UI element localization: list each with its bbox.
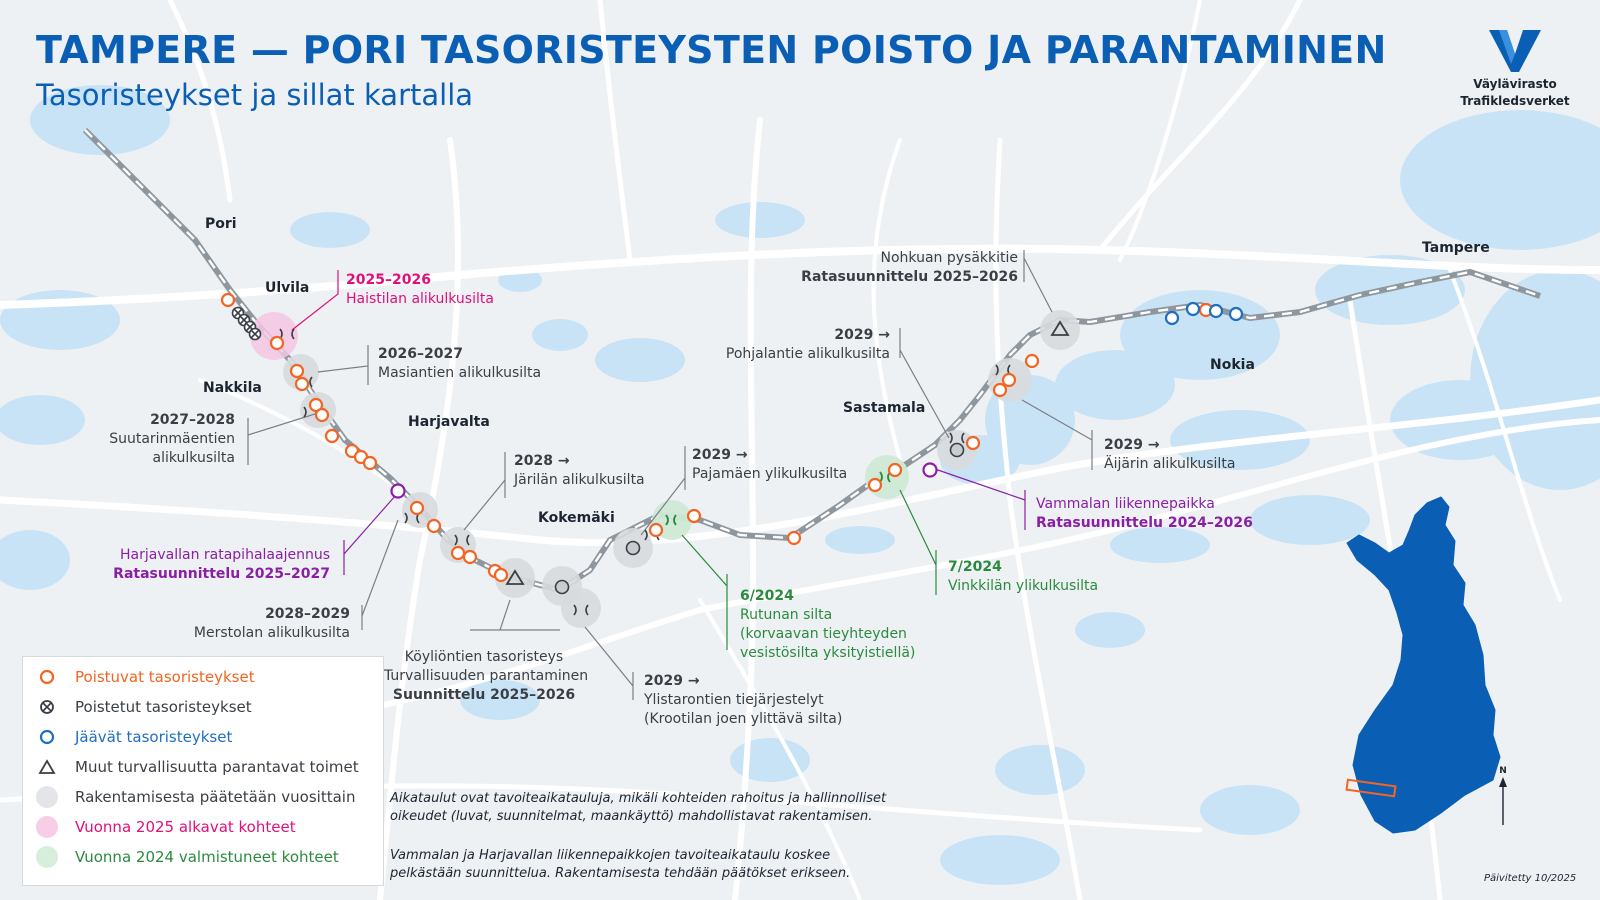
orange-crossing (1026, 355, 1038, 367)
orange-crossing (364, 457, 376, 469)
callout-year: 2029 → (644, 673, 700, 689)
town-label-tampere: Tampere (1422, 240, 1490, 256)
vaylavirasto-logo (1455, 28, 1575, 110)
orange-crossing (650, 524, 662, 536)
callout-name: Vinkkilän ylikulkusilta (948, 578, 1099, 594)
legend-item-yearly-decision (35, 785, 355, 809)
legend-label: Jäävät tasoristeykset (75, 728, 233, 746)
callout-pohjalantie (700, 326, 890, 364)
pink-disc-icon (35, 815, 59, 839)
green-disc-icon (35, 845, 59, 869)
vammala-station-marker (924, 464, 937, 477)
callout-masiantie (378, 345, 541, 383)
callout-year: 2025–2026 (346, 272, 431, 288)
callout-year: 2029 → (692, 447, 748, 463)
callout-aijari (1104, 436, 1235, 474)
callout-year: 2028–2029 (265, 606, 350, 622)
map-legend (22, 656, 384, 886)
orange-crossing (296, 378, 308, 390)
orange-crossing (291, 365, 303, 377)
legend-item-2024-completed (35, 845, 339, 869)
callout-name: Harjavallan ratapihalaajennus (120, 547, 330, 563)
nohkua-highlight (1040, 310, 1080, 350)
pohjalantie-grey-crossing (951, 444, 964, 457)
callout-name: Pohjalantie alikulkusilta (725, 346, 890, 362)
town-label-nakkila: Nakkila (203, 380, 262, 396)
callout-jarila (514, 452, 645, 490)
logo-text-sv: Trafikledsverket (1460, 94, 1570, 108)
callout-merstola (150, 605, 350, 643)
callout-haistila (346, 271, 494, 309)
blue-crossing (1210, 305, 1222, 317)
pajamaki-grey-crossing (627, 542, 640, 555)
callout-name: Ylistarontien tiejärjestelyt (644, 692, 824, 708)
callout-rutuna (740, 587, 915, 663)
legend-label: Poistuvat tasoristeykset (75, 668, 255, 686)
orange-crossing (688, 510, 700, 522)
logo-text-fi: Väylävirasto (1473, 77, 1557, 91)
note-line: Vammalan ja Harjavallan liikennepaikkojen tavoiteaikataulu koskee (390, 848, 831, 863)
callout-name: Masiantien alikulkusilta (378, 365, 542, 381)
orange-crossing (1003, 374, 1015, 386)
town-label-kokemaki: Kokemäki (538, 510, 615, 526)
callout-year: 2029 → (834, 327, 890, 343)
blue-crossing (1166, 312, 1178, 324)
page-title: TAMPERE — PORI TASORISTEYSTEN POISTO JA PARANTAMINEN (36, 28, 1387, 72)
callout-harjavalta-yard (90, 546, 330, 584)
kokemaki-grey-crossing (556, 581, 569, 594)
blue-ring-icon (35, 725, 59, 749)
legend-label: Rakentamisesta päätetään vuosittain (75, 788, 356, 806)
legend-label: Poistetut tasoristeykset (75, 698, 252, 716)
callout-year: 2026–2027 (378, 346, 463, 362)
finland-outline (1345, 495, 1585, 865)
finland-inset-map (1345, 495, 1585, 865)
town-label-pori: Pori (205, 216, 237, 232)
callout-phase: Ratasuunnittelu 2025–2027 (113, 566, 330, 582)
updated-date: Päivitetty 10/2025 (1484, 873, 1577, 884)
callout-suutarinmaki (95, 411, 235, 468)
orange-crossing (452, 547, 464, 559)
callout-phase: Ratasuunnittelu 2025–2026 (801, 269, 1018, 285)
note-line: pelkästään suunnittelua. Rakentamisesta tehdään päätökset erikseen. (390, 866, 851, 881)
callout-name: Järilän alikulkusilta (514, 472, 645, 488)
orange-crossing (464, 551, 476, 563)
vinkkila-highlight (865, 455, 909, 499)
schedule-note (390, 790, 886, 826)
town-label-ulvila: Ulvila (265, 280, 310, 296)
orange-crossing (889, 464, 901, 476)
orange-crossing (788, 532, 800, 544)
callout-vinkkila (948, 558, 1098, 596)
callout-year: 6/2024 (740, 588, 794, 604)
grey-disc-icon (35, 785, 59, 809)
callout-name: Haistilan alikulkusilta (346, 291, 494, 307)
orange-crossing (326, 430, 338, 442)
callout-year: 7/2024 (948, 559, 1002, 575)
callout-year: 2028 → (514, 453, 570, 469)
callout-name: Nohkuan pysäkkitie (880, 250, 1018, 266)
orange-ring-icon (35, 665, 59, 689)
callout-year: 2029 → (1104, 437, 1160, 453)
callout-nohkua (800, 249, 1018, 287)
ylistaro-highlight (561, 588, 601, 628)
removed-crossing-4 (250, 329, 261, 340)
triangle-icon (35, 755, 59, 779)
orange-crossing (869, 479, 881, 491)
legend-item-removed (35, 695, 252, 719)
orange-crossing (994, 384, 1006, 396)
callout-kolionties (384, 648, 589, 705)
page-subtitle: Tasoristeykset ja sillat kartalla (36, 78, 474, 112)
legend-label: Vuonna 2025 alkavat kohteet (75, 818, 296, 836)
callout-ylistaro (644, 672, 842, 729)
callout-name: Suutarinmäentien (109, 431, 235, 447)
callout-pajamaki (692, 446, 847, 484)
callout-vammala (1036, 495, 1253, 533)
legend-label: Muut turvallisuutta parantavat toimet (75, 758, 359, 776)
callout-note: (Krootilan joen ylittävä silta) (644, 711, 843, 727)
callout-phase: Ratasuunnittelu 2024–2026 (1036, 515, 1253, 531)
callout-note: (korvaavan tieyhteyden (740, 626, 907, 642)
town-label-harjavalta: Harjavalta (408, 414, 490, 430)
vaylavirasto-v-icon (1487, 28, 1543, 74)
orange-crossing (967, 437, 979, 449)
callout-name: Vammalan liikennepaikka (1036, 496, 1215, 512)
orange-crossing (222, 294, 234, 306)
crossed-circle-icon (35, 695, 59, 719)
town-label-nokia: Nokia (1210, 357, 1255, 373)
note-line: oikeudet (luvat, suunnitelmat, maankäyttö) mahdollistavat rakentamisen. (390, 809, 873, 824)
callout-name: Rutunan silta (740, 607, 833, 623)
callout-name: Äijärin alikulkusilta (1104, 456, 1236, 472)
north-arrow-icon (1499, 766, 1507, 825)
callout-phase: Suunnittelu 2025–2026 (392, 687, 576, 703)
legend-item-other-measures (35, 755, 359, 779)
legend-label: Vuonna 2024 valmistuneet kohteet (75, 848, 339, 866)
orange-crossing (271, 337, 283, 349)
harjavalta-station-marker (392, 485, 405, 498)
orange-crossing (411, 502, 423, 514)
note-line: Aikataulut ovat tavoiteaikatauluja, mikäli kohteiden rahoitus ja hallinnolliset (390, 791, 887, 806)
blue-crossing (1230, 308, 1242, 320)
legend-item-removing (35, 665, 255, 689)
north-label: N (1499, 766, 1507, 776)
callout-name: Turvallisuuden parantaminen (384, 668, 589, 684)
callout-name: Pajamäen ylikulkusilta (692, 466, 848, 482)
callout-name: Köyliöntien tasoristeys (404, 649, 564, 665)
callout-name: alikulkusilta (152, 450, 235, 466)
town-label-sastamala: Sastamala (843, 400, 926, 416)
callout-year: 2027–2028 (150, 412, 235, 428)
callout-name: Merstolan alikulkusilta (193, 625, 350, 641)
orange-crossing (428, 520, 440, 532)
planning-note (390, 847, 850, 883)
orange-crossing (316, 409, 328, 421)
orange-crossing (495, 569, 507, 581)
callout-note: vesistösilta yksityistiellä) (740, 645, 916, 661)
legend-item-2025-start (35, 815, 296, 839)
legend-item-retained (35, 725, 232, 749)
blue-crossing (1187, 303, 1199, 315)
